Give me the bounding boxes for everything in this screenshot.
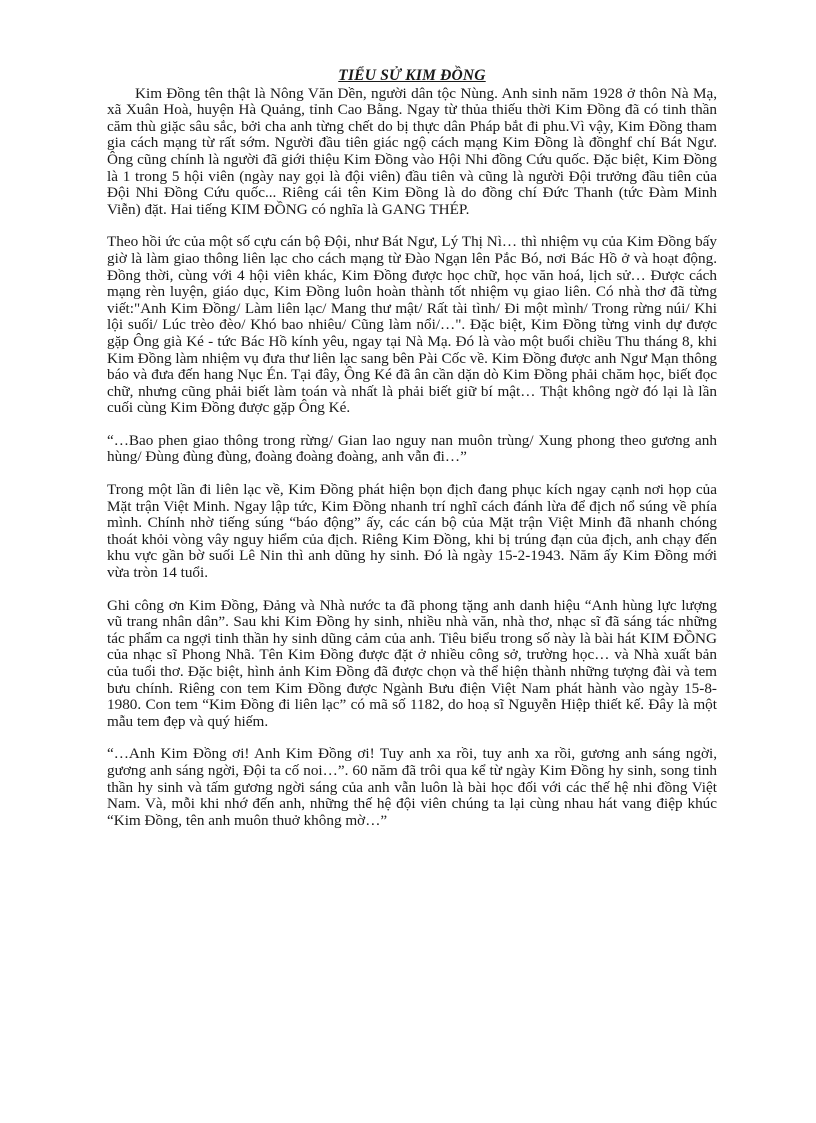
paragraph-song-quote: “…Bao phen giao thông trong rừng/ Gian lao nguy nan muôn trùng/ Xung phong theo gương anh hùng/ Đùng đùng đùng, đoàng đoàng đoàng, anh vẫn đi…” bbox=[107, 431, 717, 466]
document-title: TIỂU SỬ KIM ĐỒNG bbox=[338, 67, 486, 84]
paragraph-closing: “…Anh Kim Đồng ơi! Anh Kim Đồng ơi! Tuy anh xa rồi, tuy anh xa rồi, gương anh sáng ngời, gương anh sáng ngời, Đội ta cố noi…”. 60 năm đã trôi qua kể từ ngày Kim Đồng hy sinh, song tinh thần hy sinh và tấm gương ngời sáng của anh vẫn luôn là bài học đối với các thế hệ nhi đồng Việt Nam. Và, mỗi khi nhớ đến anh, những thế hệ đội viên chúng ta lại cùng nhau hát vang điệp khúc “Kim Đồng, tên anh muôn thuở không mờ…” bbox=[107, 745, 717, 829]
paragraph-sacrifice: Trong một lần đi liên lạc về, Kim Đồng phát hiện bọn địch đang phục kích ngay cạnh nơi họp của Mặt trận Việt Minh. Ngay lập tức, Kim Đồng nhanh trí nghĩ cách đánh lừa để địch nổ súng về phía mình. Chính nhờ tiếng súng “báo động” ấy, các cán bộ của Mặt trận Việt Minh đã nhanh chóng thoát khỏi vòng vây nguy hiểm của địch. Riêng Kim Đồng, khi bị trúng đạn của địch, anh chạy đến khu vực gần bờ suối Lê Nin thì anh dũng hy sinh. Đó là ngày 15-2-1943. Năm ấy Kim Đồng mới vừa tròn 14 tuổi. bbox=[107, 481, 717, 582]
paragraph-mission: Theo hồi ức của một số cựu cán bộ Đội, như Bát Ngư, Lý Thị Nì… thì nhiệm vụ của Kim Đồng bấy giờ là làm giao thông liên lạc cho cách mạng từ Đào Ngạn lên Pắc Bó, nơi Bác Hồ ở và hoạt động. Đồng thời, cùng với 4 hội viên khác, Kim Đồng được học chữ, học văn hoá, lịch sử… Được cách mạng rèn luyện, giáo dục, Kim Đồng luôn hoàn thành tốt nhiệm vụ giao liên. Có nhà thơ đã từng viết:"Anh Kim Đồng/ Làm liên lạc/ Mang thư mật/ Rất tài tình/ Đi một mình/ Trong rừng núi/ Khi lội suối/ Lúc trèo đèo/ Khó bao nhiêu/ Cũng làm nổi/…". Đặc biệt, Kim Đồng từng vinh dự được gặp Ông già Ké - tức Bác Hồ kính yêu, ngay tại Nà Mạ. Đó là vào một buổi chiều Thu tháng 8, khi Kim Đồng làm nhiệm vụ đưa thư liên lạc sang bên Pài Cốc về. Kim Đồng được anh Ngư Mạn thông báo và đưa đến hang Nục Én. Tại đây, Ông Ké đã ân cần dặn dò Kim Đồng phải chăm học, biết đọc chữ, nhưng cũng phải biết làm toán và nhất là phải biết giữ bí mật… Thật không ngờ đó lại là lần cuối cùng Kim Đồng được gặp Ông Ké. bbox=[107, 233, 717, 417]
paragraph-biography: Kim Đồng tên thật là Nông Văn Dền, người dân tộc Nùng. Anh sinh năm 1928 ở thôn Nà Mạ, xã Xuân Hoà, huyện Hà Quảng, tỉnh Cao Bằng. Ngay từ thủa thiếu thời Kim Đồng đã có tinh thần căm thù giặc sâu sắc, bởi cha anh từng chết do bị thực dân Pháp bắt đi phu.Vì vậy, Kim Đồng tham gia cách mạng từ rất sớm. Người đầu tiên giác ngộ cách mạng Kim Đồng là đồnghf chí Bát Ngư. Ông cũng chính là người đã giới thiệu Kim Đồng vào Hội Nhi đồng Cứu quốc. Đặc biệt, Kim Đồng là 1 trong 5 hội viên (ngày nay gọi là đội viên) đầu tiên và cũng là người Đội trưởng đầu tiên của Đội Nhi Đồng Cứu quốc... Riêng cái tên Kim Đồng là do đồng chí Đức Thanh (tức Đàm Minh Viễn) đặt. Hai tiếng KIM ĐỒNG có nghĩa là GANG THÉP. bbox=[107, 84, 717, 218]
paragraph-honors: Ghi công ơn Kim Đồng, Đảng và Nhà nước ta đã phong tặng anh danh hiệu “Anh hùng lực lượng vũ trang nhân dân”. Sau khi Kim Đồng hy sinh, nhiều nhà văn, nhà thơ, nhạc sĩ đã sáng tác những tác phẩm ca ngợi tinh thần hy sinh dũng cảm của anh. Tiêu biểu trong số này là bài hát KIM ĐỒNG của nhạc sĩ Phong Nhã. Tên Kim Đồng được đặt ở nhiều công sở, trường học… và Nhà xuất bản của tuổi thơ. Đặc biệt, hình ảnh Kim Đồng đã được chọn và thể hiện thành những tượng đài và tem bưu chính. Riêng con tem Kim Đồng được Ngành Bưu điện Việt Nam phát hành vào ngày 15-8-1980. Con tem “Kim Đồng đi liên lạc” có mã số 1182, do hoạ sĩ Nguyễn Hiệp thiết kế. Đây là một mẫu tem đẹp và quý hiếm. bbox=[107, 596, 717, 730]
document-page bbox=[107, 68, 717, 845]
